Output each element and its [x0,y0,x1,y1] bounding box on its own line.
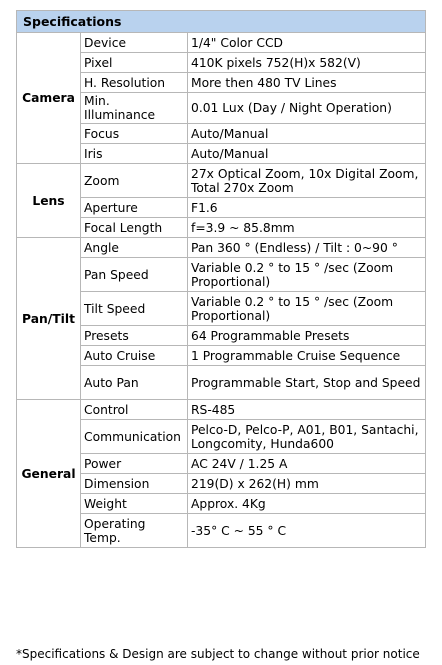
table-row [17,400,426,420]
spec-value: Pan 360 ° (Endless) / Tilt : 0~90 ° [188,238,426,258]
specifications-table [16,10,426,548]
spec-label: Communication [81,420,188,454]
table-header: Specifications [17,11,426,33]
spec-label: Dimension [81,474,188,494]
table-row [17,164,426,198]
table-row [17,238,426,258]
spec-label: Iris [81,144,188,164]
table-row [17,33,426,53]
group-label-pan-tilt: Pan/Tilt [17,238,81,400]
spec-label: Zoom [81,164,188,198]
spec-value: 64 Programmable Presets [188,326,426,346]
spec-value: 1 Programmable Cruise Sequence [188,346,426,366]
spec-value: 219(D) x 262(H) mm [188,474,426,494]
spec-value: f=3.9 ~ 85.8mm [188,218,426,238]
spec-label: H. Resolution [81,73,188,93]
spec-label: Power [81,454,188,474]
spec-label: Auto Cruise [81,346,188,366]
spec-label: Tilt Speed [81,292,188,326]
spec-value: More then 480 TV Lines [188,73,426,93]
spec-label: Focus [81,124,188,144]
group-label-lens: Lens [17,164,81,238]
spec-value: AC 24V / 1.25 A [188,454,426,474]
spec-label: Presets [81,326,188,346]
spec-label: Auto Pan [81,366,188,400]
spec-value: 410K pixels 752(H)x 582(V) [188,53,426,73]
spec-label: Operating Temp. [81,514,188,548]
header-row [17,11,426,33]
spec-value: 1/4" Color CCD [188,33,426,53]
spec-value: Auto/Manual [188,124,426,144]
spec-value: Auto/Manual [188,144,426,164]
spec-value: Approx. 4Kg [188,494,426,514]
group-label-camera: Camera [17,33,81,164]
spec-value: Pelco-D, Pelco-P, A01, B01, Santachi, Longcomity, Hunda600 [188,420,426,454]
spec-value: -35° C ~ 55 ° C [188,514,426,548]
spec-label: Min. Illuminance [81,93,188,124]
spec-value: Variable 0.2 ° to 15 ° /sec (Zoom Proportional) [188,292,426,326]
spec-label: Pixel [81,53,188,73]
spec-value: Variable 0.2 ° to 15 ° /sec (Zoom Proportional) [188,258,426,292]
spec-label: Device [81,33,188,53]
spec-value: 27x Optical Zoom, 10x Digital Zoom, Total 270x Zoom [188,164,426,198]
spec-label: Control [81,400,188,420]
spec-value: RS-485 [188,400,426,420]
spec-label: Angle [81,238,188,258]
spec-label: Weight [81,494,188,514]
footnote: *Specifications & Design are subject to change without prior notice [16,647,420,661]
spec-label: Aperture [81,198,188,218]
group-label-general: General [17,400,81,548]
spec-value: F1.6 [188,198,426,218]
spec-label: Focal Length [81,218,188,238]
spec-value: 0.01 Lux (Day / Night Operation) [188,93,426,124]
spec-value: Programmable Start, Stop and Speed [188,366,426,400]
spec-label: Pan Speed [81,258,188,292]
